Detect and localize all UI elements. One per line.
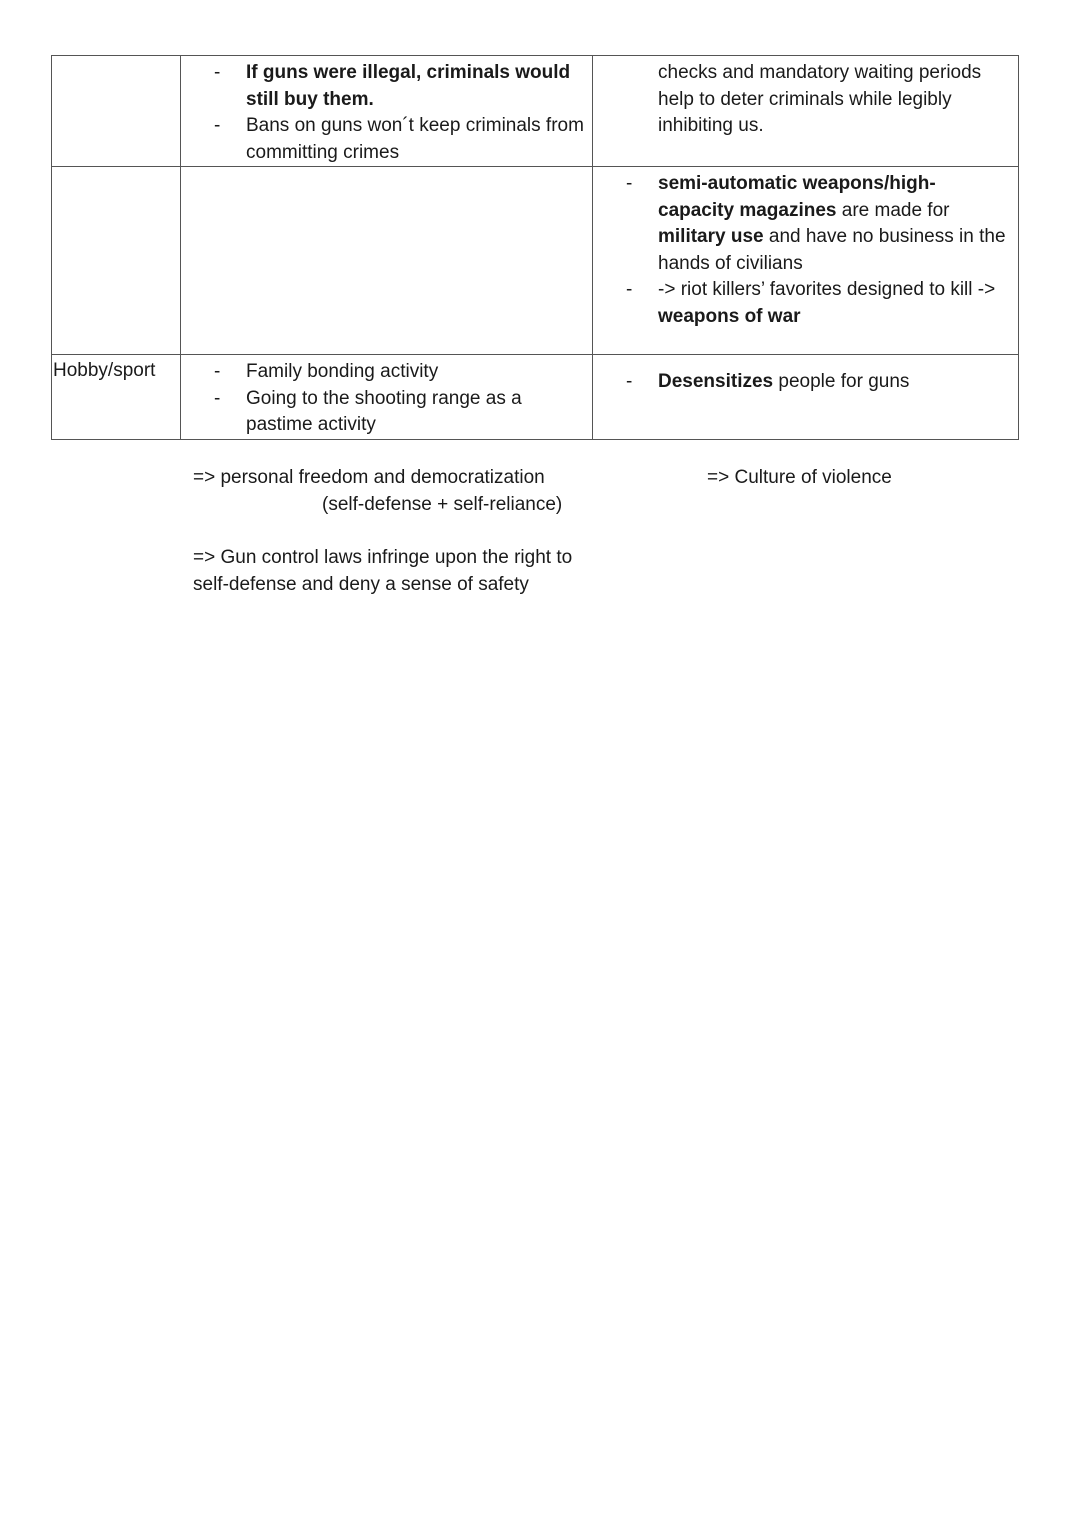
pro-conclusion (193, 465, 583, 518)
pro-list (181, 56, 592, 166)
list-item: - Family bonding activity (181, 359, 584, 386)
contra-cell (593, 167, 1019, 355)
pro-conclusion-line2: (self-defense + self-reliance) (322, 493, 563, 515)
contra-text: checks and mandatory waiting periods help to deter criminals while legibly inhibiting us. (658, 62, 982, 136)
list-item: - semi-automatic weapons/high-capacity magazines are made for military use and have no business in the hands of civilians (593, 171, 1010, 277)
list-item: - Bans on guns won´t keep criminals from committing crimes (181, 113, 584, 166)
list-item: - Going to the shooting range as a pastime activity (181, 386, 584, 439)
list-item: - If guns were illegal, criminals would still buy them. (181, 60, 584, 113)
table-row (52, 167, 1019, 355)
pro-cell (181, 167, 593, 355)
pro-conclusion-2: => Gun control laws infringe upon the right to self-defense and deny a sense of safety (193, 547, 573, 595)
pro-contra-table (51, 55, 1019, 440)
contra-cell (593, 355, 1019, 440)
category-label (52, 56, 180, 59)
pro-cell (181, 355, 593, 440)
category-label: Hobby/sport (53, 360, 156, 381)
table-row (52, 355, 1019, 440)
pro-conclusion-line1: => personal freedom and democratization (193, 467, 545, 488)
category-cell (52, 56, 181, 167)
contra-cell (593, 56, 1019, 167)
category-cell (52, 355, 181, 440)
list-item: - Desensitizes people for guns (593, 369, 1010, 396)
table-row (52, 56, 1019, 167)
contra-list (593, 355, 1018, 396)
category-cell (52, 167, 181, 355)
list-item: - -> riot killers’ favorites designed to kill -> weapons of war (593, 277, 1010, 330)
pro-cell (181, 56, 593, 167)
pro-list (181, 355, 592, 439)
contra-list (593, 167, 1018, 330)
category-label (52, 167, 180, 170)
contra-conclusion: => Culture of violence (707, 467, 892, 488)
